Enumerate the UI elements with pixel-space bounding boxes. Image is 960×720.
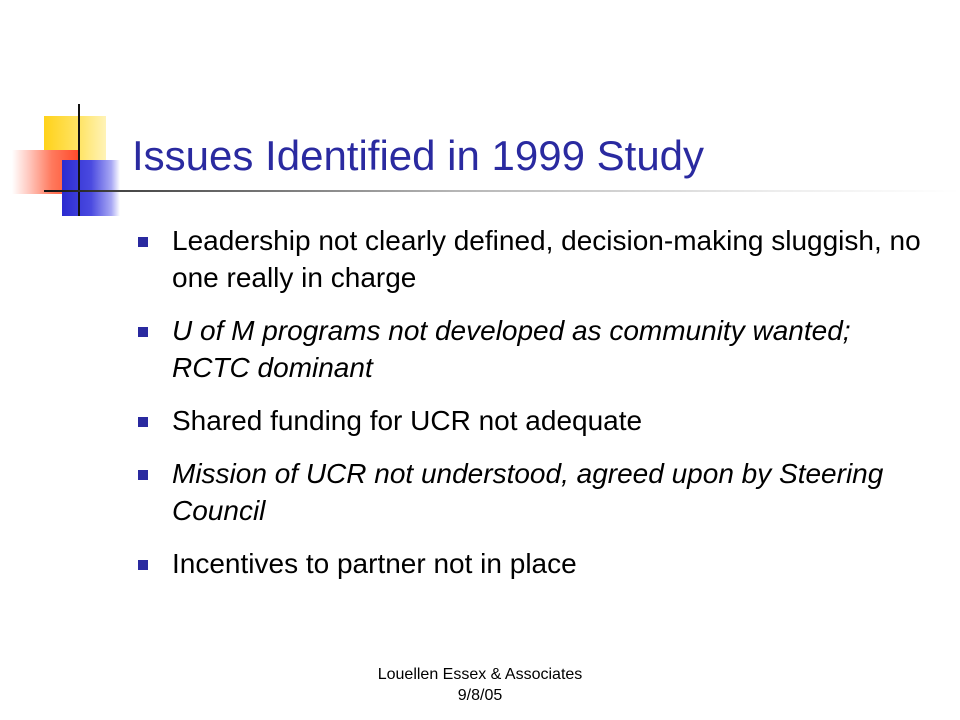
decorative-vertical-line <box>78 104 80 216</box>
bullet-square-icon <box>138 327 148 337</box>
bullet-text: Leadership not clearly defined, decision-making sluggish, no one really in charge <box>172 225 921 293</box>
bullet-item <box>134 545 934 582</box>
bullet-item <box>134 402 934 439</box>
bullet-list <box>134 222 934 598</box>
bullet-item <box>134 312 934 386</box>
footer-author: Louellen Essex & Associates <box>377 666 583 683</box>
bullet-text: Mission of UCR not understood, agreed upon by Steering Council <box>172 458 884 526</box>
bullet-text: Shared funding for UCR not adequate <box>172 405 643 436</box>
bullet-text: Incentives to partner not in place <box>172 548 577 579</box>
title-underline-divider <box>44 190 960 192</box>
slide-title: Issues Identified in 1999 Study <box>132 132 705 179</box>
bullet-item <box>134 455 934 529</box>
decorative-blue-square <box>62 160 120 216</box>
slide-footer <box>330 664 630 706</box>
bullet-item <box>134 222 934 296</box>
bullet-square-icon <box>138 417 148 427</box>
bullet-text: U of M programs not developed as community wanted; RCTC dominant <box>172 315 851 383</box>
bullet-square-icon <box>138 560 148 570</box>
footer-date: 9/8/05 <box>457 687 503 704</box>
bullet-square-icon <box>138 237 148 247</box>
bullet-square-icon <box>138 470 148 480</box>
